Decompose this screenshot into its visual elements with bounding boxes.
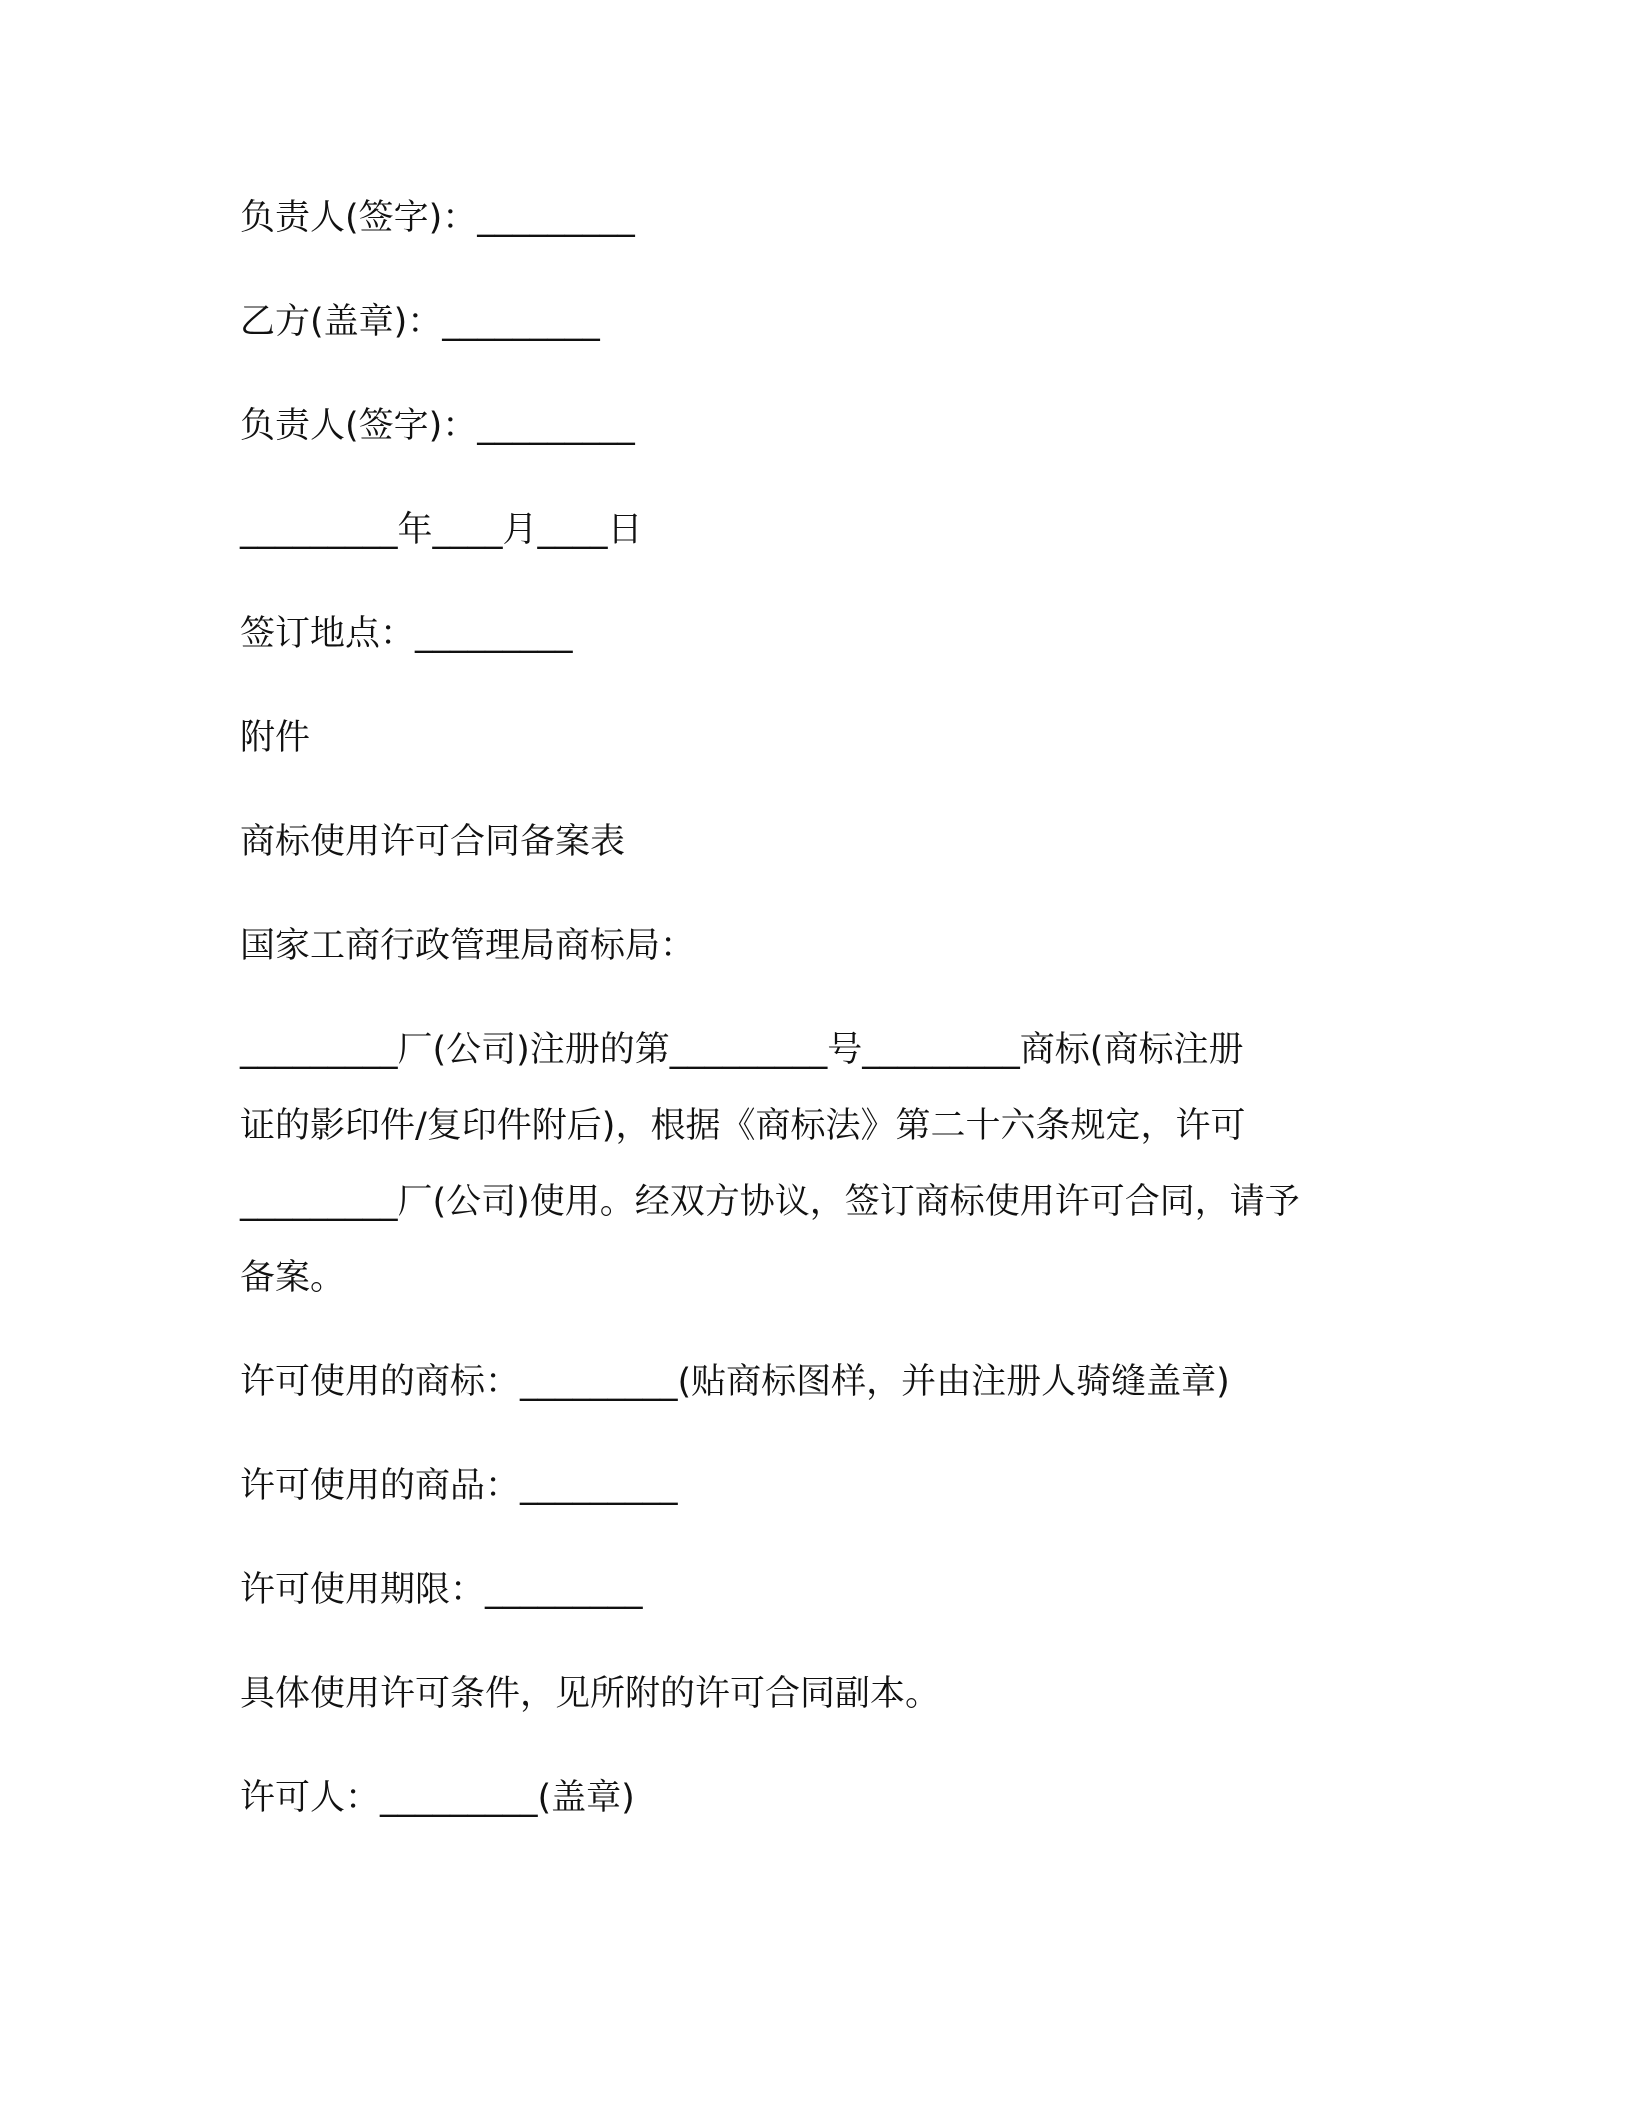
licensed-goods-line: 许可使用的商品：_________ [240,1466,678,1506]
license-conditions-line: 具体使用许可条件，见所附的许可合同副本。 [240,1674,941,1714]
body-paragraph-line-2: 证的影印件/复印件附后)，根据《商标法》第二十六条规定，许可 [240,1106,1246,1146]
party-a-signatory-line: 负责人(签字)：_________ [240,198,635,238]
body-paragraph-line-1: _________厂(公司)注册的第_________号_________商标(商标注册 [240,1030,1244,1070]
licensor-line: 许可人：_________(盖章) [240,1778,635,1818]
attachment-heading: 附件 [240,718,311,758]
date-line: _________年____月____日 [240,510,643,550]
addressee-line: 国家工商行政管理局商标局： [240,926,696,966]
body-paragraph-line-3: _________厂(公司)使用。经双方协议，签订商标使用许可合同，请予 [240,1182,1300,1222]
signing-place-line: 签订地点：_________ [240,614,573,654]
party-b-signatory-line: 负责人(签字)：_________ [240,406,635,446]
body-paragraph-line-4: 备案。 [240,1258,346,1298]
licensed-trademark-line: 许可使用的商标：_________(贴商标图样，并由注册人骑缝盖章) [240,1362,1230,1402]
party-b-seal-line: 乙方(盖章)：_________ [240,302,600,342]
license-term-line: 许可使用期限：_________ [240,1570,643,1610]
form-title: 商标使用许可合同备案表 [240,822,626,862]
